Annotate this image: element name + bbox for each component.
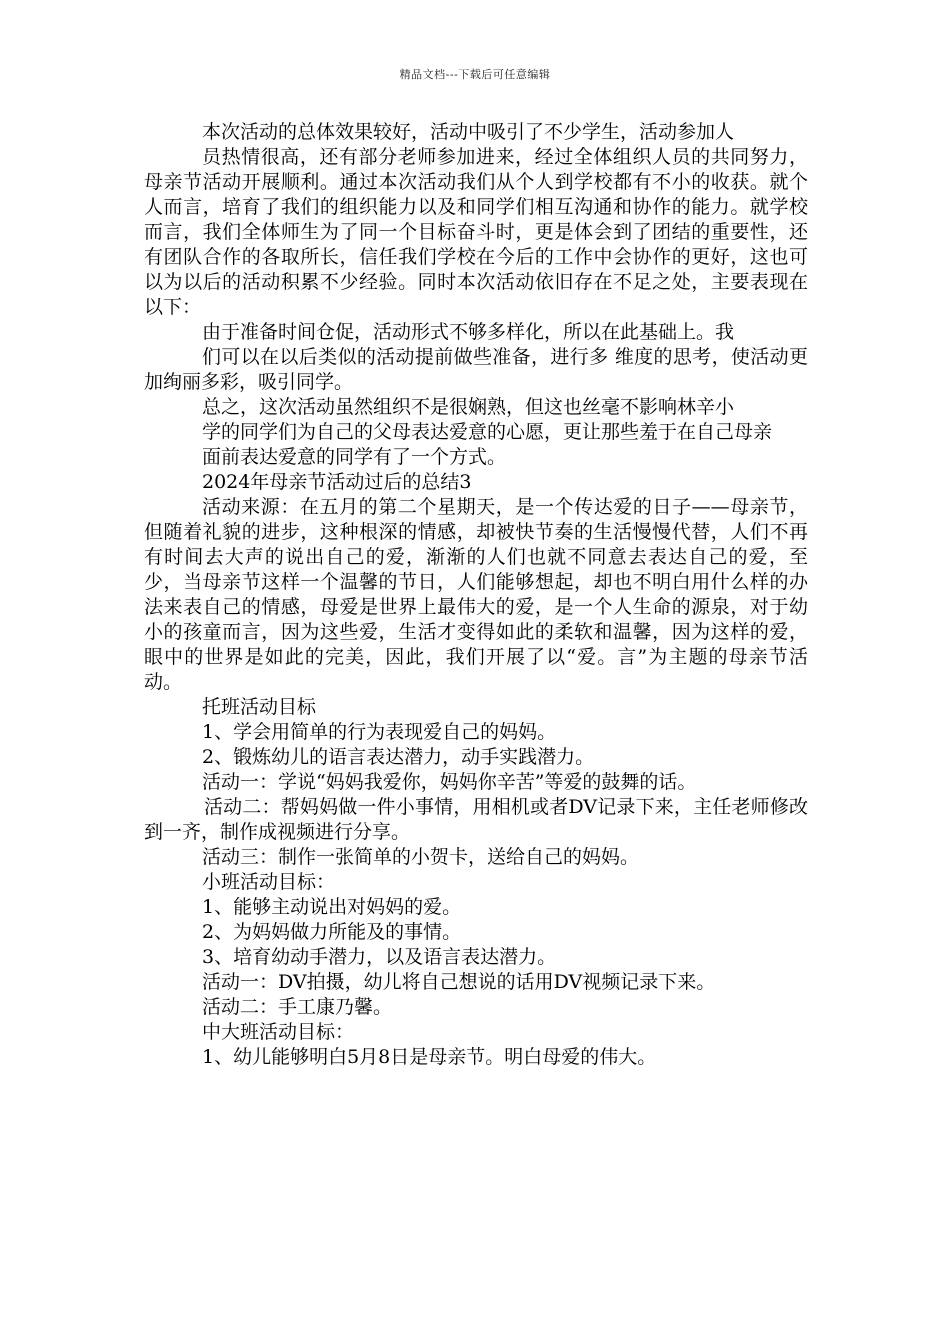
paragraph-7: 面前表达爱意的同学有了一个方式。 [202, 446, 507, 468]
section-title: 2024年母亲节活动过后的总结3 [202, 471, 472, 493]
toddler-activity-1: 活动一：学说“妈妈我爱你，妈妈你辛苦”等爱的鼓舞的话。 [202, 771, 697, 793]
small-class-goal-2: 2、为妈妈做力所能及的事情。 [202, 921, 462, 943]
toddler-goals-heading: 托班活动目标 [202, 696, 317, 718]
middle-large-class-goal-1: 1、幼儿能够明白5月8日是母亲节。明白母爱的伟大。 [202, 1046, 657, 1068]
paragraph-activity-source: 活动来源：在五月的第二个星期天，是一个传达爱的日子——母亲节，但随着礼貌的进步，这种根深的情感，却被快节奏的生活慢慢代替，人们不再有时间去大声的说出自己的爱，渐渐的人们也就不同意去表达自己的爱，至少，当母亲节这样一个温馨的节日，人们能够想起，却也不明白用什么样的办法来表自己的情感，母爱是世界上最伟大的爱，是一个人生命的源泉，对于幼小的孩童而言，因为这些爱，生活才变得如此的柔软和温馨，因为这样的爱，眼中的世界是如此的完美，因此，我们开展了以“爱。言”为主题的母亲节活动。 [144, 496, 808, 693]
paragraph-4: 们可以在以后类似的活动提前做些准备，进行多 维度的思考，使活动更加绚丽多彩，吸引同学。 [144, 346, 808, 393]
small-class-goals-heading: 小班活动目标： [202, 871, 336, 893]
small-class-goal-3: 3、培育幼动手潜力，以及语言表达潜力。 [202, 946, 557, 968]
paragraph-6: 学的同学们为自己的父母表达爱意的心愿，更让那些羞于在自己母亲 [202, 421, 773, 443]
paragraph-2: 员热情很高，还有部分老师参加进来，经过全体组织人员的共同努力，母亲节活动开展顺利。通过本次活动我们从个人到学校都有不小的收获。就个人而言，培育了我们的组织能力以及和同学们相互沟通和协作的能力。就学校而言，我们全体师生为了同一个目标奋斗时，更是体会到了团结的重要性，还有团队合作的各取所长，信任我们学校在今后的工作中会协作的更好，这也可以为以后的活动积累不少经验。同时本次活动依旧存在不足之处，主要表现在以下： [144, 146, 808, 318]
document-body [144, 120, 808, 1070]
middle-large-class-goals-heading: 中大班活动目标： [202, 1021, 355, 1043]
small-class-activity-2: 活动二：手工康乃馨。 [202, 996, 393, 1018]
paragraph-3: 由于准备时间仓促，活动形式不够多样化，所以在此基础上。我 [202, 321, 735, 343]
toddler-activity-3: 活动三：制作一张简单的小贺卡，送给自己的妈妈。 [202, 846, 640, 868]
small-class-goal-1: 1、能够主动说出对妈妈的爱。 [202, 896, 462, 918]
toddler-goal-2: 2、锻炼幼儿的语言表达潜力，动手实践潜力。 [202, 746, 595, 768]
paragraph-1: 本次活动的总体效果较好，活动中吸引了不少学生，活动参加人 [202, 121, 735, 143]
page-header: 精品文档---下载后可任意编辑 [399, 68, 551, 81]
small-class-activity-1: 活动一：DV拍摄，幼儿将自己想说的话用DV视频记录下来。 [202, 971, 716, 993]
paragraph-5: 总之，这次活动虽然组织不是很娴熟，但这也丝毫不影响林辛小 [202, 396, 735, 418]
toddler-goal-1: 1、学会用简单的行为表现爱自己的妈妈。 [202, 721, 557, 743]
toddler-activity-2: 活动二：帮妈妈做一件小事情，用相机或者DV记录下来，主任老师修改到一齐，制作成视频进行分享。 [144, 796, 808, 843]
